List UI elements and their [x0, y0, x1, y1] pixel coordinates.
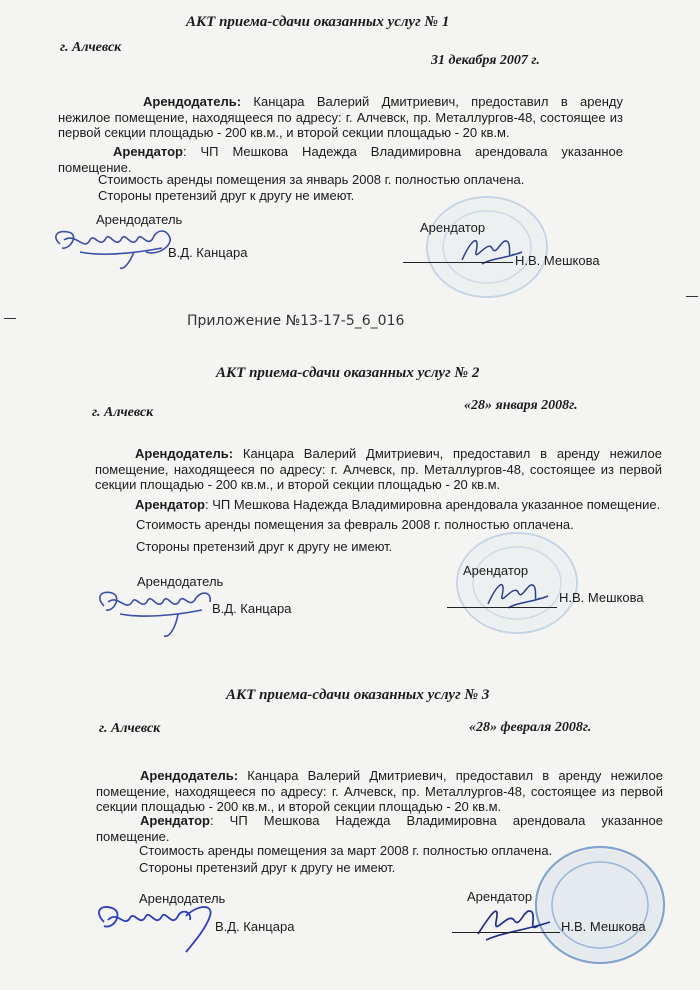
landlord-paragraph: [96, 768, 663, 815]
tenant-paragraph: [58, 144, 623, 175]
landlord-name: В.Д. Канцара: [212, 601, 292, 616]
payment-line: Стоимость аренды помещения за март 2008 г. полностью оплачена.: [139, 843, 553, 858]
payment-line: Стоимость аренды помещения за февраль 2008 г. полностью оплачена.: [136, 517, 574, 532]
landlord-lead: Арендодатель:: [135, 446, 234, 461]
tenant-text: : ЧП Мешкова Надежда Владимировна арендовала указанное помещение.: [204, 497, 661, 512]
landlord-text: Канцара Валерий Дмитриевич, предоставил в аренду нежилое помещение, находящееся по адресу: г. Алчевск, пр. Металлургов-48, состоящее из первой секции площадью - 200 кв.м., и второй секции площадью - 20 кв.м.: [58, 94, 623, 140]
landlord-paragraph: [58, 94, 623, 141]
claims-line: Стороны претензий друг к другу не имеют.: [98, 188, 355, 203]
landlord-signature: [50, 222, 180, 272]
act-city: г. Алчевск: [60, 40, 122, 55]
tenant-lead: Арендатор: [135, 497, 205, 512]
tenant-role-label: Арендатор: [463, 563, 529, 578]
landlord-name: В.Д. Канцара: [215, 919, 295, 934]
landlord-text: Канцара Валерий Дмитриевич, предоставил в аренду нежилое помещение, находящееся по адресу: г. Алчевск, пр. Металлургов-48, состоящее из первой секции площадью - 200 кв.м., и второй секции площадью - 20 кв.м.: [96, 768, 663, 814]
edge-mark-right: [686, 296, 698, 297]
tenant-role-label: Арендатор: [420, 220, 486, 235]
tenant-signature-line: [447, 607, 557, 608]
payment-line: Стоимость аренды помещения за январь 2008 г. полностью оплачена.: [98, 172, 525, 187]
landlord-lead: Арендодатель:: [140, 768, 239, 783]
tenant-name: Н.В. Мешкова: [559, 590, 644, 605]
tenant-role-label: Арендатор: [467, 889, 533, 904]
tenant-signature-line: [452, 932, 560, 933]
tenant-name: Н.В. Мешкова: [515, 253, 600, 268]
landlord-role-label: Арендодатель: [96, 212, 183, 227]
tenant-signature: [470, 898, 560, 948]
tenant-text: : ЧП Мешкова Надежда Владимировна арендовала указанное помещение.: [96, 813, 663, 844]
act-title: АКТ приема-сдачи оказанных услуг № 3: [226, 687, 490, 703]
landlord-signature: [90, 900, 220, 960]
landlord-paragraph: [95, 446, 662, 493]
tenant-signature: [478, 572, 558, 617]
tenant-paragraph: [95, 497, 662, 513]
act-title: АКТ приема-сдачи оказанных услуг № 2: [216, 365, 480, 381]
act-city: г. Алчевск: [92, 405, 154, 420]
edge-mark-left: [4, 318, 16, 319]
landlord-signature: [92, 584, 222, 644]
landlord-role-label: Арендодатель: [137, 574, 224, 589]
act-date: «28» января 2008г.: [464, 398, 578, 413]
claims-line: Стороны претензий друг к другу не имеют.: [136, 539, 393, 554]
landlord-name: В.Д. Канцара: [168, 245, 248, 260]
act-date: «28» февраля 2008г.: [469, 720, 592, 735]
tenant-lead: Арендатор: [140, 813, 210, 828]
tenant-name: Н.В. Мешкова: [561, 919, 646, 934]
claims-line: Стороны претензий друг к другу не имеют.: [139, 860, 396, 875]
landlord-text: Канцара Валерий Дмитриевич, предоставил в аренду нежилое помещение, находящееся по адресу: г. Алчевск, пр. Металлургов-48, состоящее из первой секции площадью - 200 кв.м., и второй секции площадью - 20 кв.м.: [95, 446, 662, 492]
tenant-signature-line: [403, 262, 513, 263]
act-title: АКТ приема-сдачи оказанных услуг № 1: [186, 14, 450, 30]
landlord-lead: Арендодатель:: [143, 94, 242, 109]
appendix-label: Приложение №13-17-5_6_016: [187, 313, 405, 329]
tenant-text: : ЧП Мешкова Надежда Владимировна арендовала указанное помещение.: [58, 144, 623, 175]
act-city: г. Алчевск: [99, 721, 161, 736]
landlord-role-label: Арендодатель: [139, 891, 226, 906]
tenant-lead: Арендатор: [113, 144, 183, 159]
act-date: 31 декабря 2007 г.: [431, 53, 540, 68]
